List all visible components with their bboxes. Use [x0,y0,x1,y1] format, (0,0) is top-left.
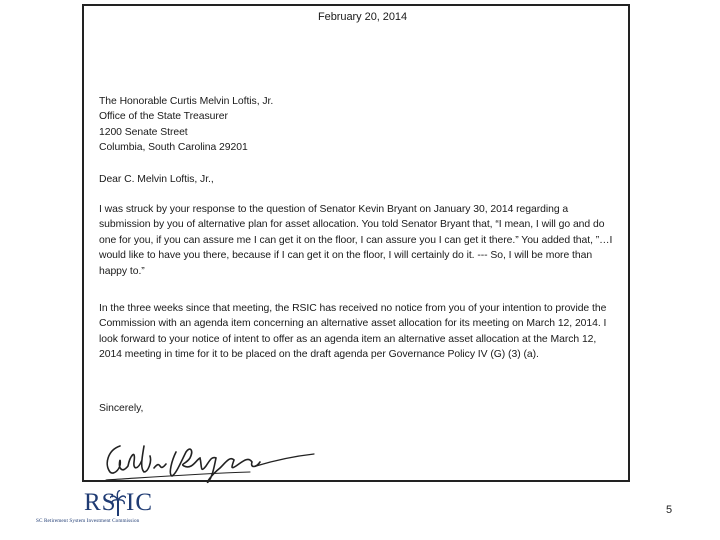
signature [100,438,330,484]
palmetto-icon [110,490,126,516]
rsic-logo [36,488,196,528]
salutation: Dear C. Melvin Loftis, Jr., [99,174,214,185]
logo-wordmark-left: RS [84,489,117,516]
closing: Sincerely, [99,403,144,414]
body-paragraph: In the three weeks since that meeting, the RSIC has received no notice from you of your intention to provide the Commission with an agenda item concerning an alternative asset allocation for its meeting on March 12, 2014. I look forward to your notice of intent to offer as an agenda item an alternative asset allocation at the March 12, 2014 meeting in time for it to be placed on the draft agenda per Governance Policy IV (G) (3) (a). [99,303,607,361]
logo-wordmark-right: IC [126,489,153,516]
address-line: The Honorable Curtis Melvin Loftis, Jr. [99,96,274,107]
letter-date: February 20, 2014 [318,11,408,23]
body-paragraph: I was struck by your response to the question of Senator Kevin Bryant on January 30, 2014 regarding a submission by you of alternative plan for asset allocation. You told Senator Bryant that, “I mean, I will go and do one for you, if you can assure me I can get it on the floor, I can assure you I can get it there.” You added that, ”…I would like to have you there, because if I can get it on the floor, I will certainly do it. --- So, I will be more than happy to.” [99,204,613,277]
page-number: 5 [666,504,673,516]
address-line: 1200 Senate Street [99,126,188,138]
logo-caption: SC Retirement System Investment Commission [36,518,140,524]
address-line: Office of the State Treasurer [99,111,228,123]
recipient-address [99,94,273,156]
address-line: Columbia, South Carolina 29201 [99,142,248,154]
letter-scan [82,4,630,482]
